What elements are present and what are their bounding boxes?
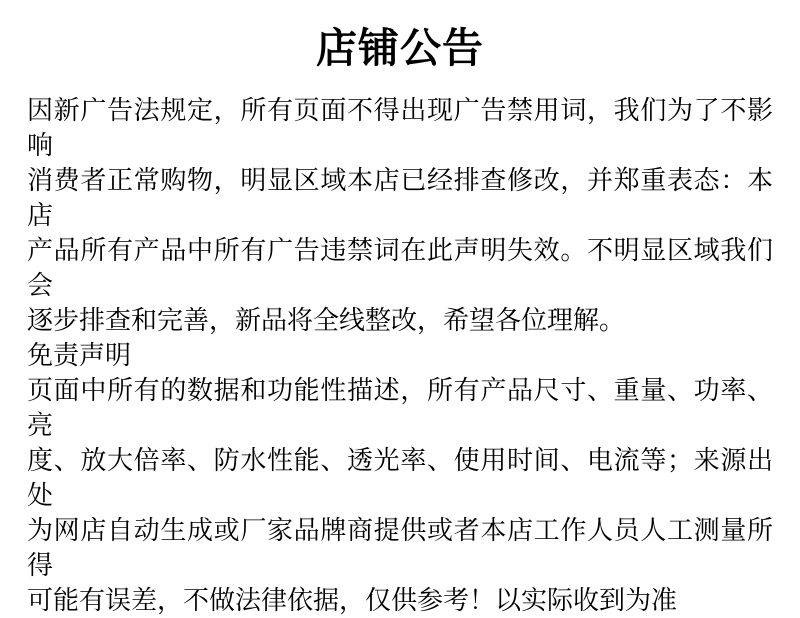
disclaimer-line: 为网店自动生成或厂家品牌商提供或者本店工作人员人工测量所得 [27,515,773,580]
disclaimer-line: 页面中所有的数据和功能性描述，所有产品尺寸、重量、功率、亮 [27,375,773,440]
announcement-line: 因新广告法规定，所有页面不得出现广告禁用词，我们为了不影响 [27,95,773,160]
announcement-paragraph [0,93,800,338]
announcement-line: 消费者正常购物，明显区域本店已经排查修改，并郑重表态：本店 [27,165,773,230]
announcement-line: 逐步排查和完善，新品将全线整改，希望各位理解。 [27,305,626,335]
announcement-line: 产品所有产品中所有广告违禁词在此声明失效。不明显区域我们会 [27,235,773,300]
disclaimer-section [0,338,800,618]
page-title: 店铺公告 [316,25,484,71]
disclaimer-line: 度、放大倍率、防水性能、透光率、使用时间、电流等；来源出处 [27,445,773,510]
disclaimer-heading: 免责声明 [27,340,132,370]
disclaimer-line: 可能有误差，不做法律依据，仅供参考！以实际收到为准 [27,585,678,615]
